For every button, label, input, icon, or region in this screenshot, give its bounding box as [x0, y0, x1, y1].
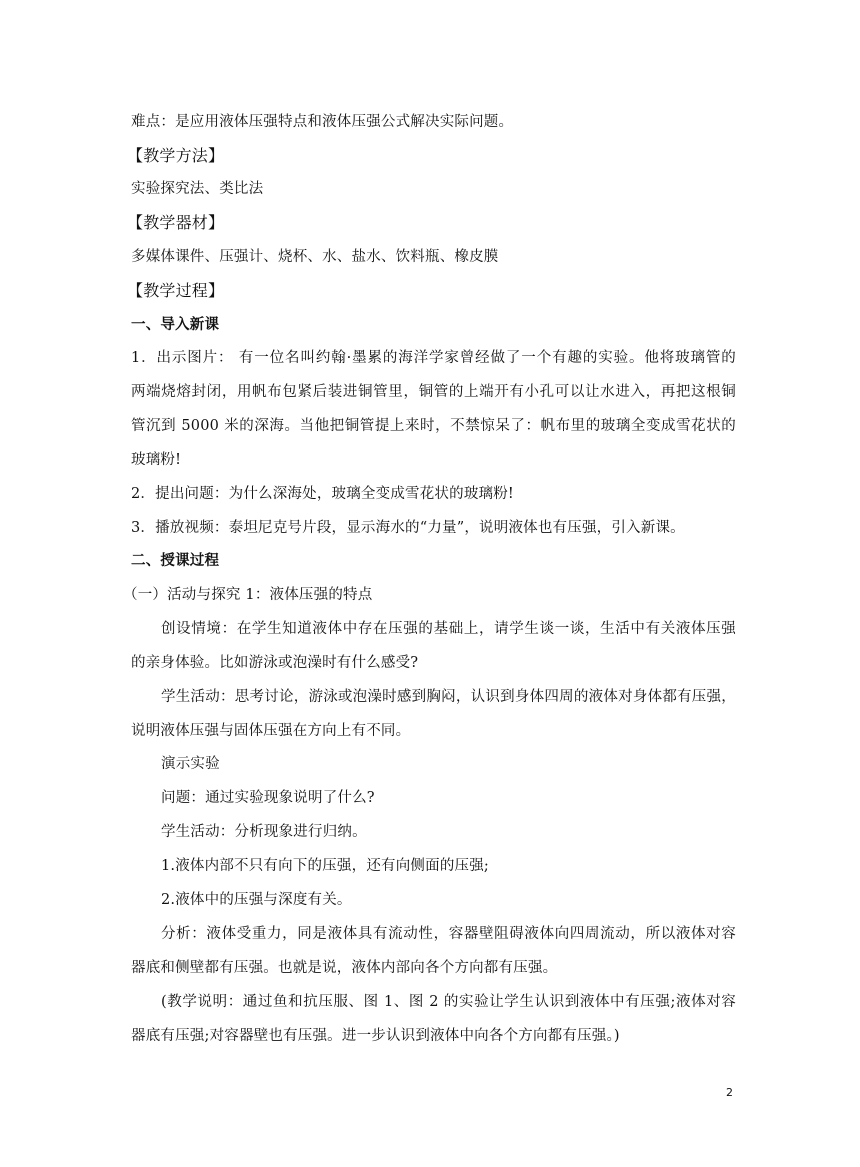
- teaching-method-text: 实验探究法、类比法: [131, 181, 264, 197]
- student-activity-2-text: 学生活动：分析现象进行归纳。: [161, 824, 367, 840]
- conclusion-1-text: 1.液体内部不只有向下的压强，还有向侧面的压强;: [161, 858, 490, 874]
- part-one-heading: 一、导入新课: [131, 316, 220, 333]
- intro-2-text: 2．提出问题：为什么深海处，玻璃全变成雪花状的玻璃粉!: [131, 486, 514, 502]
- question-text: 问题：通过实验现象说明了什么?: [161, 790, 375, 806]
- intro-1-line3: 管沉到 5000 米的深海。当他把铜管提上来时，不禁惊呆了：帆布里的玻璃全变成雪花状的: [131, 418, 736, 434]
- teaching-process-heading: 【教学过程】: [127, 281, 225, 300]
- analysis-line1: 分析：液体受重力，同是液体具有流动性，容器壁阻碍液体向四周流动，所以液体对容: [161, 926, 736, 942]
- scenario-line1: 创设情境：在学生知道液体中存在压强的基础上，请学生谈一谈，生活中有关液体压强: [161, 621, 736, 637]
- student-activity-line1: 学生活动：思考讨论，游泳或泡澡时感到胸闷，认识到身体四周的液体对身体都有压强，: [161, 689, 736, 705]
- student-activity-line2: 说明液体压强与固体压强在方向上有不同。: [131, 723, 411, 739]
- conclusion-2-text: 2.液体中的压强与深度有关。: [161, 892, 352, 908]
- teaching-materials-heading: 【教学器材】: [127, 213, 225, 232]
- activity-1-heading: （一）活动与探究 1：液体压强的特点: [123, 587, 373, 603]
- page-number: 2: [726, 1086, 733, 1099]
- analysis-line2: 器底和侧壁都有压强。也就是说，液体内部向各个方向都有压强。: [131, 960, 558, 976]
- demo-experiment-text: 演示实验: [161, 756, 220, 772]
- teaching-materials-text: 多媒体课件、压强计、烧杯、水、盐水、饮料瓶、橡皮膜: [131, 249, 499, 265]
- intro-1-line1: 1．出示图片： 有一位名叫约翰·墨累的海洋学家曾经做了一个有趣的实验。他将玻璃管的: [131, 350, 736, 366]
- teaching-note-line1: (教学说明：通过鱼和抗压服、图 1、图 2 的实验让学生认识到液体中有压强;液体对容: [161, 994, 736, 1010]
- scenario-line2: 的亲身体验。比如游泳或泡澡时有什么感受?: [131, 655, 419, 671]
- intro-1-line4: 玻璃粉!: [131, 452, 182, 468]
- teaching-note-line2: 器底有压强;对容器壁也有压强。进一步认识到液体中向各个方向都有压强。): [131, 1028, 620, 1044]
- intro-1-line2: 两端烧熔封闭，用帆布包紧后装进铜管里，铜管的上端开有小孔可以让水进入，再把这根铜: [131, 384, 736, 400]
- intro-3-text: 3．播放视频：泰坦尼克号片段，显示海水的“力量”，说明液体也有压强，引入新课。: [131, 520, 685, 536]
- difficulty-text: 难点：是应用液体压强特点和液体压强公式解决实际问题。: [131, 114, 514, 130]
- part-two-heading: 二、授课过程: [131, 552, 220, 569]
- teaching-method-heading: 【教学方法】: [127, 146, 225, 165]
